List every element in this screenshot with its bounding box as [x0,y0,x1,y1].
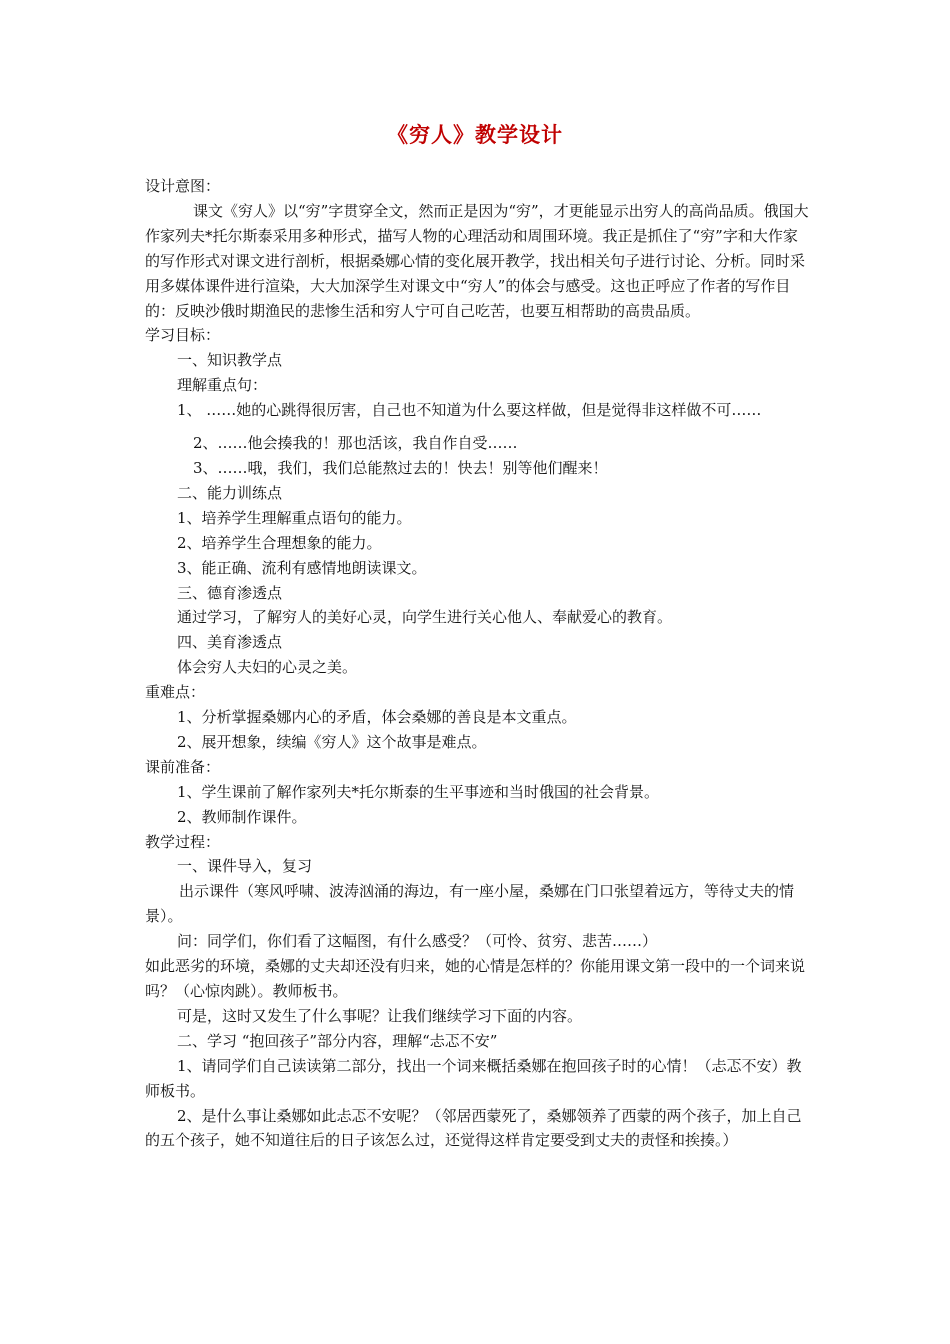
document-title: 《穷人》教学设计 [387,123,563,147]
goal1-item2: 2、……他会揍我的！那也活该，我自作自受…… [193,434,518,453]
goal3-heading: 三、德育渗透点 [177,583,283,602]
goal3-text: 通过学习，了解穷人的美好心灵，向学生进行关心他人、奉献爱心的教育。 [177,608,673,627]
goal4-heading: 四、美育渗透点 [177,633,283,652]
goal2-item2: 2、培养学生合理想象的能力。 [177,533,382,552]
goal2-heading: 二、能力训练点 [177,483,283,502]
goal4-text: 体会穷人夫妇的心灵之美。 [177,658,358,677]
process1-heading: 一、课件导入，复习 [177,857,313,876]
prep-item2: 2、教师制作课件。 [177,807,307,826]
key-heading: 重难点： [145,683,206,702]
process2-heading: 二、学习 “抱回孩子”部分内容，理解“忐忑不安” [177,1031,498,1050]
prep-item1: 1、学生课前了解作家列夫*托尔斯泰的生平事迹和当时俄国的社会背景。 [177,782,660,801]
process1-text3: 如此恶劣的环境，桑娜的丈夫却还没有归来，她的心情是怎样的？你能用课文第一段中的一个词来说吗？（心惊肉跳）。教师板书。 [145,957,806,1000]
goal2-item3: 3、能正确、流利有感情地朗读课文。 [177,558,427,577]
process1-text1: 出示课件（寒风呼啸、波涛汹涌的海边，有一座小屋，桑娜在门口张望着远方，等待丈夫的情景）。 [145,882,795,926]
goal1-sub: 理解重点句： [177,376,268,395]
design-intent-heading: 设计意图： [145,177,221,195]
goal1-item1: 1、 ……她的心跳得很厉害，自己也不知道为什么要这样做，但是觉得非这样做不可…… [177,401,762,420]
process1-text4: 可是，这时又发生了什么事呢？让我们继续学习下面的内容。 [177,1006,583,1025]
key-item2: 2、展开想象，续编《穷人》这个故事是难点。 [177,732,487,751]
process2-item1: 1、请同学们自己读读第二部分，找出一个词来概括桑娜在抱回孩子时的心情！（忐忑不安）教师板书。 [145,1056,802,1100]
goals-heading: 学习目标： [145,326,221,345]
process1-text2: 问：同学们，你们看了这幅图，有什么感受？（可怜、贫穷、悲苦……） [177,932,658,951]
document-body [145,174,810,1153]
goal2-item1: 1、培养学生理解重点语句的能力。 [177,508,412,527]
goal1-item3: 3、……哦，我们，我们总能熬过去的！快去！别等他们醒来！ [193,458,608,477]
process-heading: 教学过程： [145,832,221,851]
key-item1: 1、分析掌握桑娜内心的矛盾，体会桑娜的善良是本文重点。 [177,708,577,727]
goal1-heading: 一、知识教学点 [177,351,283,370]
process2-item2: 2、是什么事让桑娜如此忐忑不安呢？（邻居西蒙死了，桑娜领养了西蒙的两个孩子，加上自己的五个孩子，她不知道往后的日子该怎么过，还觉得这样肯定要受到丈夫的责怪和挨揍。） [145,1106,802,1150]
prep-heading: 课前准备： [145,757,221,776]
design-intent-text: 课文《穷人》以“穷”字贯穿全文，然而正是因为“穷”，才更能显示出穷人的高尚品质。俄国大作家列夫*托尔斯泰采用多种形式，描写人物的心理活动和周围环境。我正是抓住了“穷”字和大作家的写作形式对课文进行剖析，根据桑娜心情的变化展开教学，找出相关句子进行讨论、分析。同时采用多媒体课件进行渲染，大大加深学生对课文中“穷人”的体会与感受。这也正呼应了作者的写作目的：反映沙俄时期渔民的悲惨生活和穷人宁可自己吃苦，也要互相帮助的高贵品质。 [145,201,809,320]
